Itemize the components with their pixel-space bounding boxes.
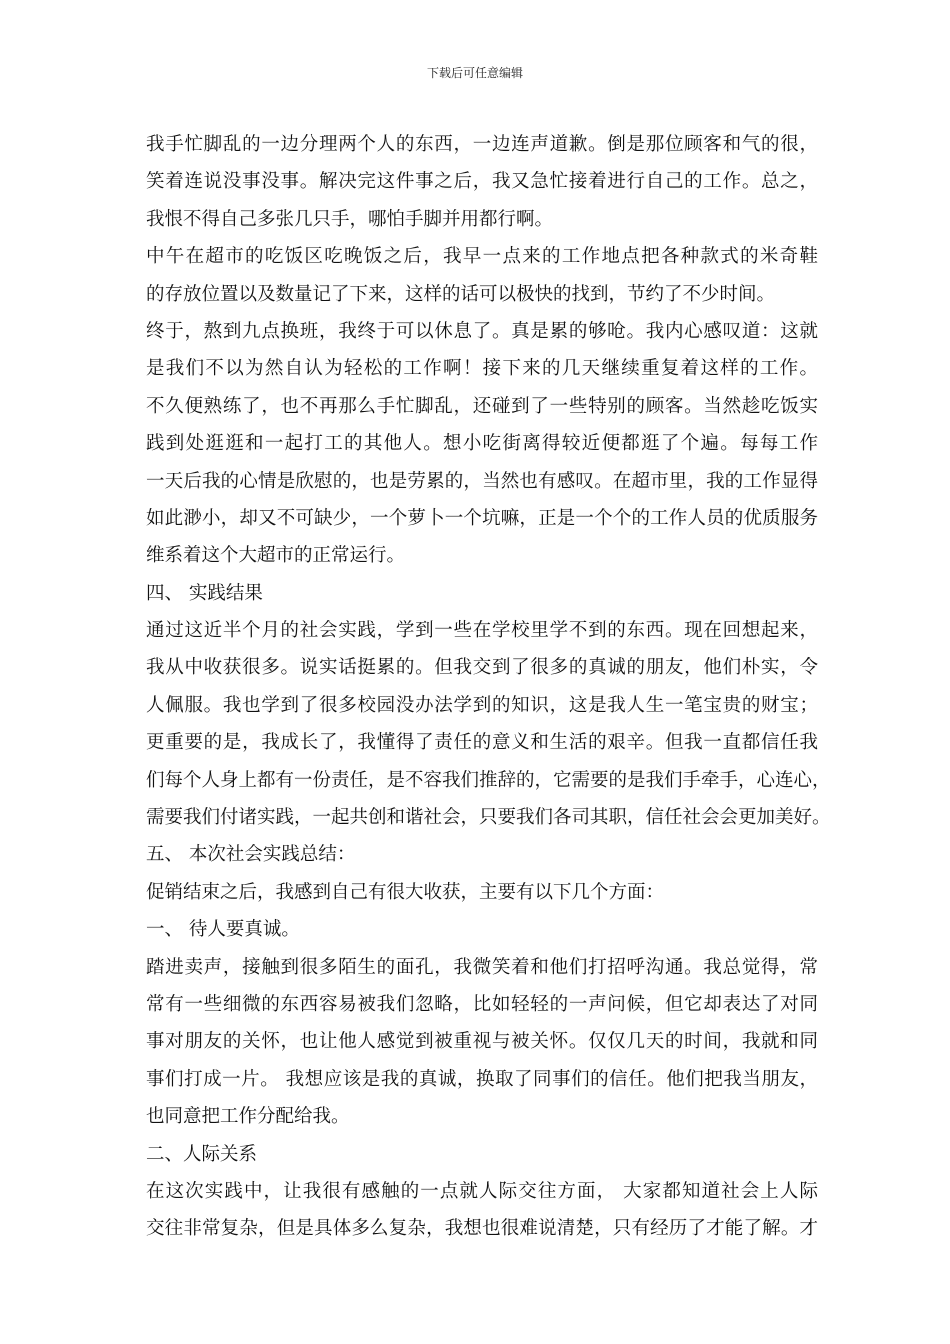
text-line: 在这次实践中，让我很有感触的一点就人际交往方面， 大家都知道社会上人际 (146, 1180, 818, 1202)
text-line: 的存放位置以及数量记了下来，这样的话可以极快的找到，节约了不少时间。 (146, 283, 776, 305)
text-line: 不久便熟练了，也不再那么手忙脚乱，还碰到了一些特别的顾客。当然趁吃饭实 (146, 395, 818, 417)
text-line: 一天后我的心情是欣慰的，也是劳累的，当然也有感叹。在超市里，我的工作显得 (146, 470, 818, 492)
text-line: 践到处逛逛和一起打工的其他人。想小吃街离得较近便都逛了个遍。每每工作 (146, 433, 818, 455)
text-line: 通过这近半个月的社会实践，学到一些在学校里学不到的东西。现在回想起来， (146, 620, 818, 642)
text-line: 我恨不得自己多张几只手，哪怕手脚并用都行啊。 (146, 208, 554, 230)
body-text (146, 126, 831, 1248)
section-heading: 一、 待人要真诚。 (146, 919, 300, 941)
text-line: 终于，熬到九点换班，我终于可以休息了。真是累的够呛。我内心感叹道：这就 (146, 320, 818, 342)
text-line: 事们打成一片。 我想应该是我的真诚，换取了同事们的信任。他们把我当朋友， (146, 1068, 818, 1090)
text-line: 如此渺小，却又不可缺少，一个萝卜一个坑嘛，正是一个个的工作人员的优质服务 (146, 507, 818, 529)
text-line: 我手忙脚乱的一边分理两个人的东西，一边连声道歉。倒是那位顾客和气的很， (146, 134, 818, 155)
text-line: 更重要的是，我成长了，我懂得了责任的意义和生活的艰辛。但我一直都信任我 (146, 732, 818, 754)
text-line: 需要我们付诸实践，一起共创和谐社会，只要我们各司其职，信任社会会更加美好。 (146, 807, 831, 829)
text-line: 也同意把工作分配给我。 (146, 1106, 350, 1128)
text-line: 我从中收获很多。说实话挺累的。但我交到了很多的真诚的朋友，他们朴实，令 (146, 657, 818, 679)
section-heading: 五、 本次社会实践总结： (146, 844, 356, 866)
text-line: 促销结束之后，我感到自己有很大收获，主要有以下几个方面： (146, 881, 665, 903)
text-line: 交往非常复杂，但是具体多么复杂，我想也很难说清楚，只有经历了才能了解。才 (146, 1218, 818, 1240)
section-heading: 二、人际关系 (146, 1143, 258, 1165)
text-line: 人佩服。我也学到了很多校园没办法学到的知识，这是我人生一笔宝贵的财宝； (146, 694, 818, 716)
text-line: 中午在超市的吃饭区吃晚饭之后，我早一点来的工作地点把各种款式的米奇鞋 (146, 246, 818, 268)
text-line: 常有一些细微的东西容易被我们忽略，比如轻轻的一声问候，但它却表达了对同 (146, 993, 818, 1015)
text-line: 踏进卖声，接触到很多陌生的面孔，我微笑着和他们打招呼沟通。我总觉得，常 (146, 956, 818, 978)
text-line: 笑着连说没事没事。解决完这件事之后，我又急忙接着进行自己的工作。总之， (146, 171, 818, 193)
text-line: 事对朋友的关怀，也让他人感觉到被重视与被关怀。仅仅几天的时间，我就和同 (146, 1031, 818, 1053)
text-line: 是我们不以为然自认为轻松的工作啊！接下来的几天继续重复着这样的工作。 (146, 358, 818, 380)
section-heading: 四、 实践结果 (146, 582, 263, 604)
page-header: 下载后可任意编辑 (426, 66, 523, 80)
text-line: 们每个人身上都有一份责任，是不容我们推辞的，它需要的是我们手牵手，心连心， (146, 769, 831, 791)
text-line: 维系着这个大超市的正常运行。 (146, 545, 406, 567)
